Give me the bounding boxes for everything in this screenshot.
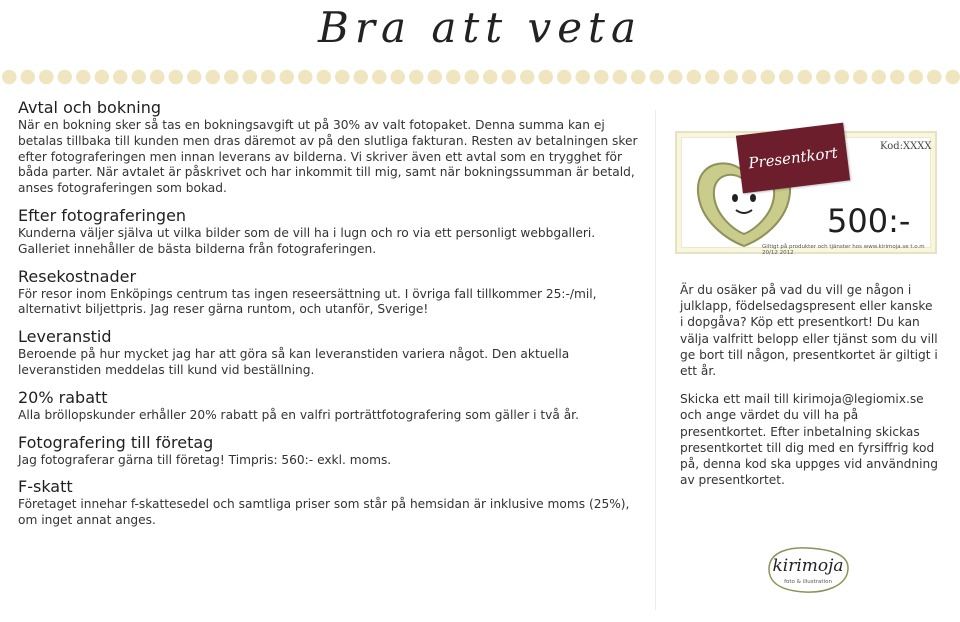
section-avtal	[18, 97, 648, 197]
giftcard-ribbon-label: Presentkort	[747, 143, 839, 173]
giftcard-code: Kod:XXXX	[880, 141, 932, 152]
section-rabatt	[18, 387, 648, 424]
section-text: Kunderna väljer själva ut vilka bilder som de vill ha i lugn och ro via ett personligt webbgalleri. Galleriet innehåller de bästa bilderna från fotograferingen.	[18, 225, 596, 256]
column-divider	[655, 110, 656, 610]
giftcard-info	[680, 282, 938, 500]
section-heading: Leveranstid	[18, 327, 112, 347]
section-heading: 20% rabatt	[18, 387, 108, 407]
section-text: Alla bröllopskunder erhåller 20% rabatt på en valfri porträttfotografering som gäller i två år.	[18, 407, 579, 422]
section-foretag	[18, 432, 648, 469]
giftcard-amount: 500:-	[827, 202, 911, 240]
section-heading: F-skatt	[18, 477, 73, 497]
giftcard-paragraph: Skicka ett mail till kirimoja@legiomix.se och ange värdet du vill ha på presentkortet. Efter inbetalning skickas presentkortet till dig med en fyrsiffrig kod på, denna kod ska uppges vid användning av presentkortet.	[680, 392, 938, 488]
section-fskatt	[18, 476, 648, 529]
section-heading: Avtal och bokning	[18, 98, 161, 117]
section-heading: Fotografering till företag	[18, 432, 214, 452]
section-heading: Resekostnader	[18, 266, 137, 286]
section-text: Jag fotograferar gärna till företag! Timpris: 560:- exkl. moms.	[18, 452, 392, 467]
section-text: För resor inom Enköpings centrum tas ingen reseersättning ut. I övriga fall tillkommer 25:-/mil, alternativt biljettpris. Jag reser gärna runtom, och utanför, Sverige!	[18, 286, 597, 317]
section-efter	[18, 205, 648, 258]
section-heading: Efter fotograferingen	[18, 205, 187, 225]
page-title: Bra att veta	[318, 3, 642, 52]
section-text: När en bokning sker så tas en bokningsavgift ut på 30% av valt fotopaket. Denna summa kan ej betalas tillbaka till kunden men dras däremot av på den slutliga fakturan. Resten av betalningen sker efter fotograferingen men innan leverans av bilderna. Vi skriver även ett avtal som en trygghet för båda parter. När avtalet är påskrivet och har inkommit till mig, samt när bokningssumman är betald, anses fotograferingen som bokad.	[18, 118, 638, 196]
dotted-divider	[0, 67, 960, 87]
section-leveranstid	[18, 326, 648, 379]
svg-text:foto & illustration: foto & illustration	[784, 579, 832, 585]
section-text: Företaget innehar f-skattesedel och samtliga priser som står på hemsidan är inklusive moms (25%), om inget annat anges.	[18, 497, 630, 528]
section-resekostnader	[18, 266, 648, 319]
giftcard-validity: Giltigt på produkter och tjänster hos www.kirimoja.se t.o.m 20/12 2012	[762, 244, 925, 256]
svg-text:kirimoja: kirimoja	[772, 556, 844, 576]
kirimoja-logo	[761, 543, 855, 597]
info-column	[18, 97, 648, 537]
section-text: Beroende på hur mycket jag har att göra så kan leveranstiden variera något. Den aktuella leveranstiden meddelas till kund vid beställning.	[18, 347, 570, 377]
giftcard-paragraph: Är du osäker på vad du vill ge någon i julklapp, födelsedagspresent eller kanske i dopgåva? Köp ett presentkort! Du kan välja valfritt belopp eller tjänst som du vill ge bort till någon, presentkortet är giltigt i ett år.	[680, 283, 938, 379]
